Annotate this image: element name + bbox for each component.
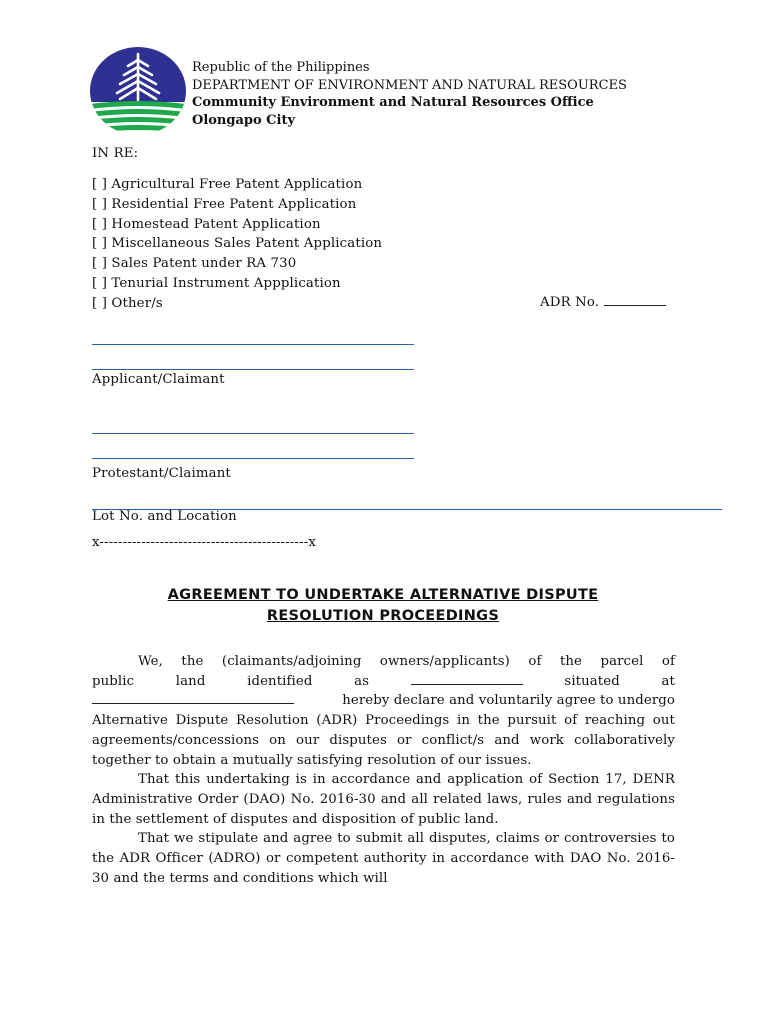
list-item[interactable]: [ ] Miscellaneous Sales Patent Application <box>92 236 383 252</box>
paragraph-2: That this undertaking is in accordance and application of Section 17, DENR Administrative Order (DAO) No. 2016-30 and all related laws, rules and regulations in the settlement of disputes and disposition of public land. <box>92 772 675 827</box>
word-situated: situated <box>564 673 620 689</box>
word-at: at <box>661 673 675 689</box>
denr-seal-icon <box>90 46 186 136</box>
adr-number-blank[interactable] <box>604 295 666 306</box>
paragraph-1-rest: Alternative Dispute Resolution (ADR) Proceedings in the pursuit of reaching out agreements/concessions on our disputes or conflict/s and work collaboratively together to obtain a mutually satisfying resolution of our issues. <box>92 713 675 768</box>
agreement-body <box>92 652 675 888</box>
application-type-list <box>92 175 382 314</box>
list-item[interactable]: [ ] Residential Free Patent Application <box>92 196 357 212</box>
separator-line: x---------------------------------------------x <box>92 535 316 550</box>
paragraph-1-line-3 <box>92 691 675 711</box>
office-line: Community Environment and Natural Resources Office <box>192 95 594 110</box>
list-item[interactable]: [ ] Sales Patent under RA 730 <box>92 256 297 272</box>
lot-identified-blank[interactable] <box>411 672 523 685</box>
list-item[interactable]: [ ] Tenurial Instrument Appplication <box>92 275 341 291</box>
paragraph-3: That we stipulate and agree to submit all disputes, claims or controversies to the ADR Officer (ADRO) or competent authority in accordance with DAO No. 2016-30 and the terms and conditions which will <box>92 831 675 886</box>
lot-label: Lot No. and Location <box>92 509 237 524</box>
applicant-label: Applicant/Claimant <box>92 372 225 387</box>
department-line: DEPARTMENT OF ENVIRONMENT AND NATURAL RESOURCES <box>192 77 627 93</box>
protestant-line-2[interactable] <box>92 458 414 459</box>
in-re-label: IN RE: <box>92 146 139 161</box>
word-identified: identified <box>247 673 313 689</box>
protestant-label: Protestant/Claimant <box>92 466 231 481</box>
list-item[interactable]: [ ] Agricultural Free Patent Application <box>92 177 363 192</box>
paragraph-1-after-blank: hereby declare and voluntarily agree to undergo <box>342 693 675 709</box>
document-title <box>92 585 674 627</box>
republic-line: Republic of the Philippines <box>192 60 370 75</box>
applicant-line-1[interactable] <box>92 344 414 345</box>
letterhead <box>192 59 627 129</box>
word-as: as <box>354 673 370 689</box>
location-blank[interactable] <box>92 691 294 704</box>
word-land: land <box>175 673 206 689</box>
adr-number-label: ADR No. <box>540 295 600 310</box>
title-line-1: AGREEMENT TO UNDERTAKE ALTERNATIVE DISPUTE <box>167 587 599 603</box>
list-item[interactable]: [ ] Homestead Patent Application <box>92 216 321 232</box>
word-public: public <box>92 673 135 689</box>
adr-number-field <box>540 295 666 310</box>
applicant-line-2[interactable] <box>92 369 414 370</box>
list-item[interactable]: [ ] Other/s <box>92 295 163 311</box>
title-line-2: RESOLUTION PROCEEDINGS <box>266 608 500 624</box>
paragraph-1-line-2 <box>92 672 675 692</box>
protestant-line-1[interactable] <box>92 433 414 434</box>
paragraph-1-text: We, the (claimants/adjoining owners/applicants) of the parcel of <box>138 654 675 669</box>
city-line: Olongapo City <box>192 112 296 128</box>
paragraph-1-line-1 <box>92 652 675 672</box>
